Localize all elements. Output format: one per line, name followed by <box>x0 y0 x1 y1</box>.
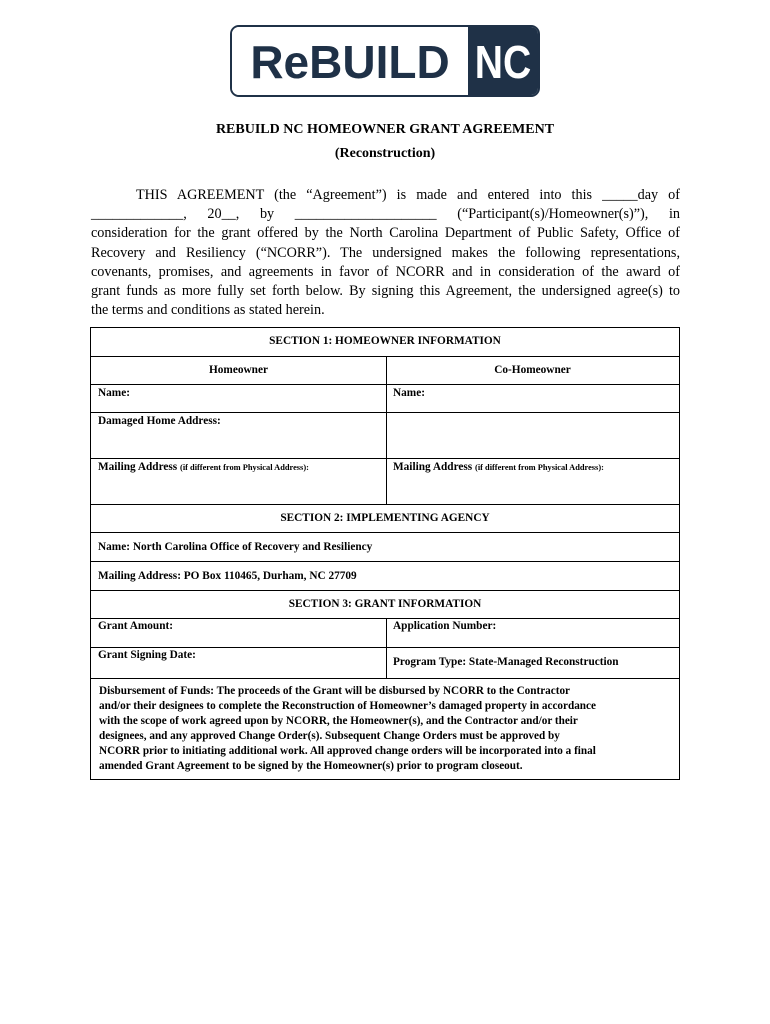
table-rule <box>91 647 679 648</box>
table-rule <box>91 618 679 619</box>
document-subtitle: (Reconstruction) <box>334 146 436 161</box>
cohomeowner-column-header: Co-Homeowner <box>494 364 571 376</box>
paragraph-line: THIS AGREEMENT (the “Agreement”) is made and entered into this _____day of <box>136 187 680 203</box>
grant-amount-field[interactable]: Grant Amount: <box>98 620 174 632</box>
grant-signing-date-field[interactable]: Grant Signing Date: <box>98 649 196 661</box>
agreement-paragraph <box>91 186 680 320</box>
section3-heading: SECTION 3: GRANT INFORMATION <box>288 598 482 610</box>
table-column-divider <box>386 618 387 678</box>
program-type: Program Type: State-Managed Reconstruction <box>393 656 619 668</box>
section2-heading: SECTION 2: IMPLEMENTING AGENCY <box>280 512 490 524</box>
logo-nc-panel <box>468 27 538 95</box>
agency-mailing-address: Mailing Address: PO Box 110465, Durham, NC 27709 <box>98 570 357 582</box>
disbursement-line: Disbursement of Funds: The proceeds of the Grant will be disbursed by NCORR to the Contractor <box>99 685 571 697</box>
logo-rebuild-text: ReBUILD <box>250 36 450 88</box>
mailing-address-label: Mailing Address <box>393 461 473 473</box>
cohomeowner-name-field[interactable]: Name: <box>393 387 425 399</box>
information-table <box>90 327 680 780</box>
table-rule <box>91 384 679 385</box>
disbursement-line: with the scope of work agreed upon by NCORR, the Homeowner(s), and the Contractor and/or their <box>99 715 578 727</box>
disbursement-line: designees, and any approved Change Order(s). Subsequent Change Orders must be approved by <box>99 730 560 742</box>
agency-name: Name: North Carolina Office of Recovery and Resiliency <box>98 541 373 553</box>
table-rule <box>91 504 679 505</box>
logo-rebuild-panel <box>232 27 468 95</box>
paragraph-line: covenants, promises, and agreements in favor of NCORR and in consideration of the award of <box>91 263 680 280</box>
cohomeowner-mailing-address-field[interactable] <box>393 461 604 473</box>
table-rule <box>91 561 679 562</box>
table-rule <box>91 356 679 357</box>
paragraph-line: Recovery and Resiliency (“NCORR”). The undersigned makes the following representations, <box>91 244 680 261</box>
table-column-divider <box>386 458 387 504</box>
section1-heading: SECTION 1: HOMEOWNER INFORMATION <box>269 335 501 347</box>
mailing-address-note: (if different from Physical Address): <box>180 463 309 472</box>
homeowner-name-field[interactable]: Name: <box>98 387 130 399</box>
paragraph-line: _____________, 20__, by ____________________ (“Participant(s)/Homeowner(s)”), in <box>91 206 680 223</box>
table-rule <box>91 678 679 679</box>
paragraph-line: consideration for the grant offered by the North Carolina Department of Public Safety, Office of <box>91 225 680 242</box>
table-rule <box>91 532 679 533</box>
paragraph-line: the terms and conditions as stated herein. <box>91 302 325 319</box>
disbursement-line: NCORR prior to initiating additional work. All approved change orders will be incorporated into a final <box>99 745 596 757</box>
disbursement-of-funds <box>99 684 669 774</box>
homeowner-mailing-address-field[interactable] <box>98 461 309 473</box>
table-rule <box>91 458 679 459</box>
table-rule <box>91 590 679 591</box>
disbursement-line: amended Grant Agreement to be signed by the Homeowner(s) prior to program closeout. <box>99 760 523 772</box>
mailing-address-note: (if different from Physical Address): <box>475 463 604 472</box>
rebuild-nc-logo <box>230 25 540 97</box>
paragraph-line: grant funds as more fully set forth below. By signing this Agreement, the undersigned agree(s) to <box>91 283 680 300</box>
application-number-field[interactable]: Application Number: <box>393 620 497 632</box>
document-title: REBUILD NC HOMEOWNER GRANT AGREEMENT <box>215 122 555 137</box>
disbursement-line: and/or their designees to complete the Reconstruction of Homeowner’s damaged property in accordance <box>99 700 596 712</box>
mailing-address-label: Mailing Address <box>98 461 178 473</box>
damaged-home-address-field[interactable]: Damaged Home Address: <box>98 415 221 427</box>
homeowner-column-header: Homeowner <box>209 364 268 376</box>
logo-nc-text: NC <box>474 36 532 88</box>
table-rule <box>91 412 679 413</box>
